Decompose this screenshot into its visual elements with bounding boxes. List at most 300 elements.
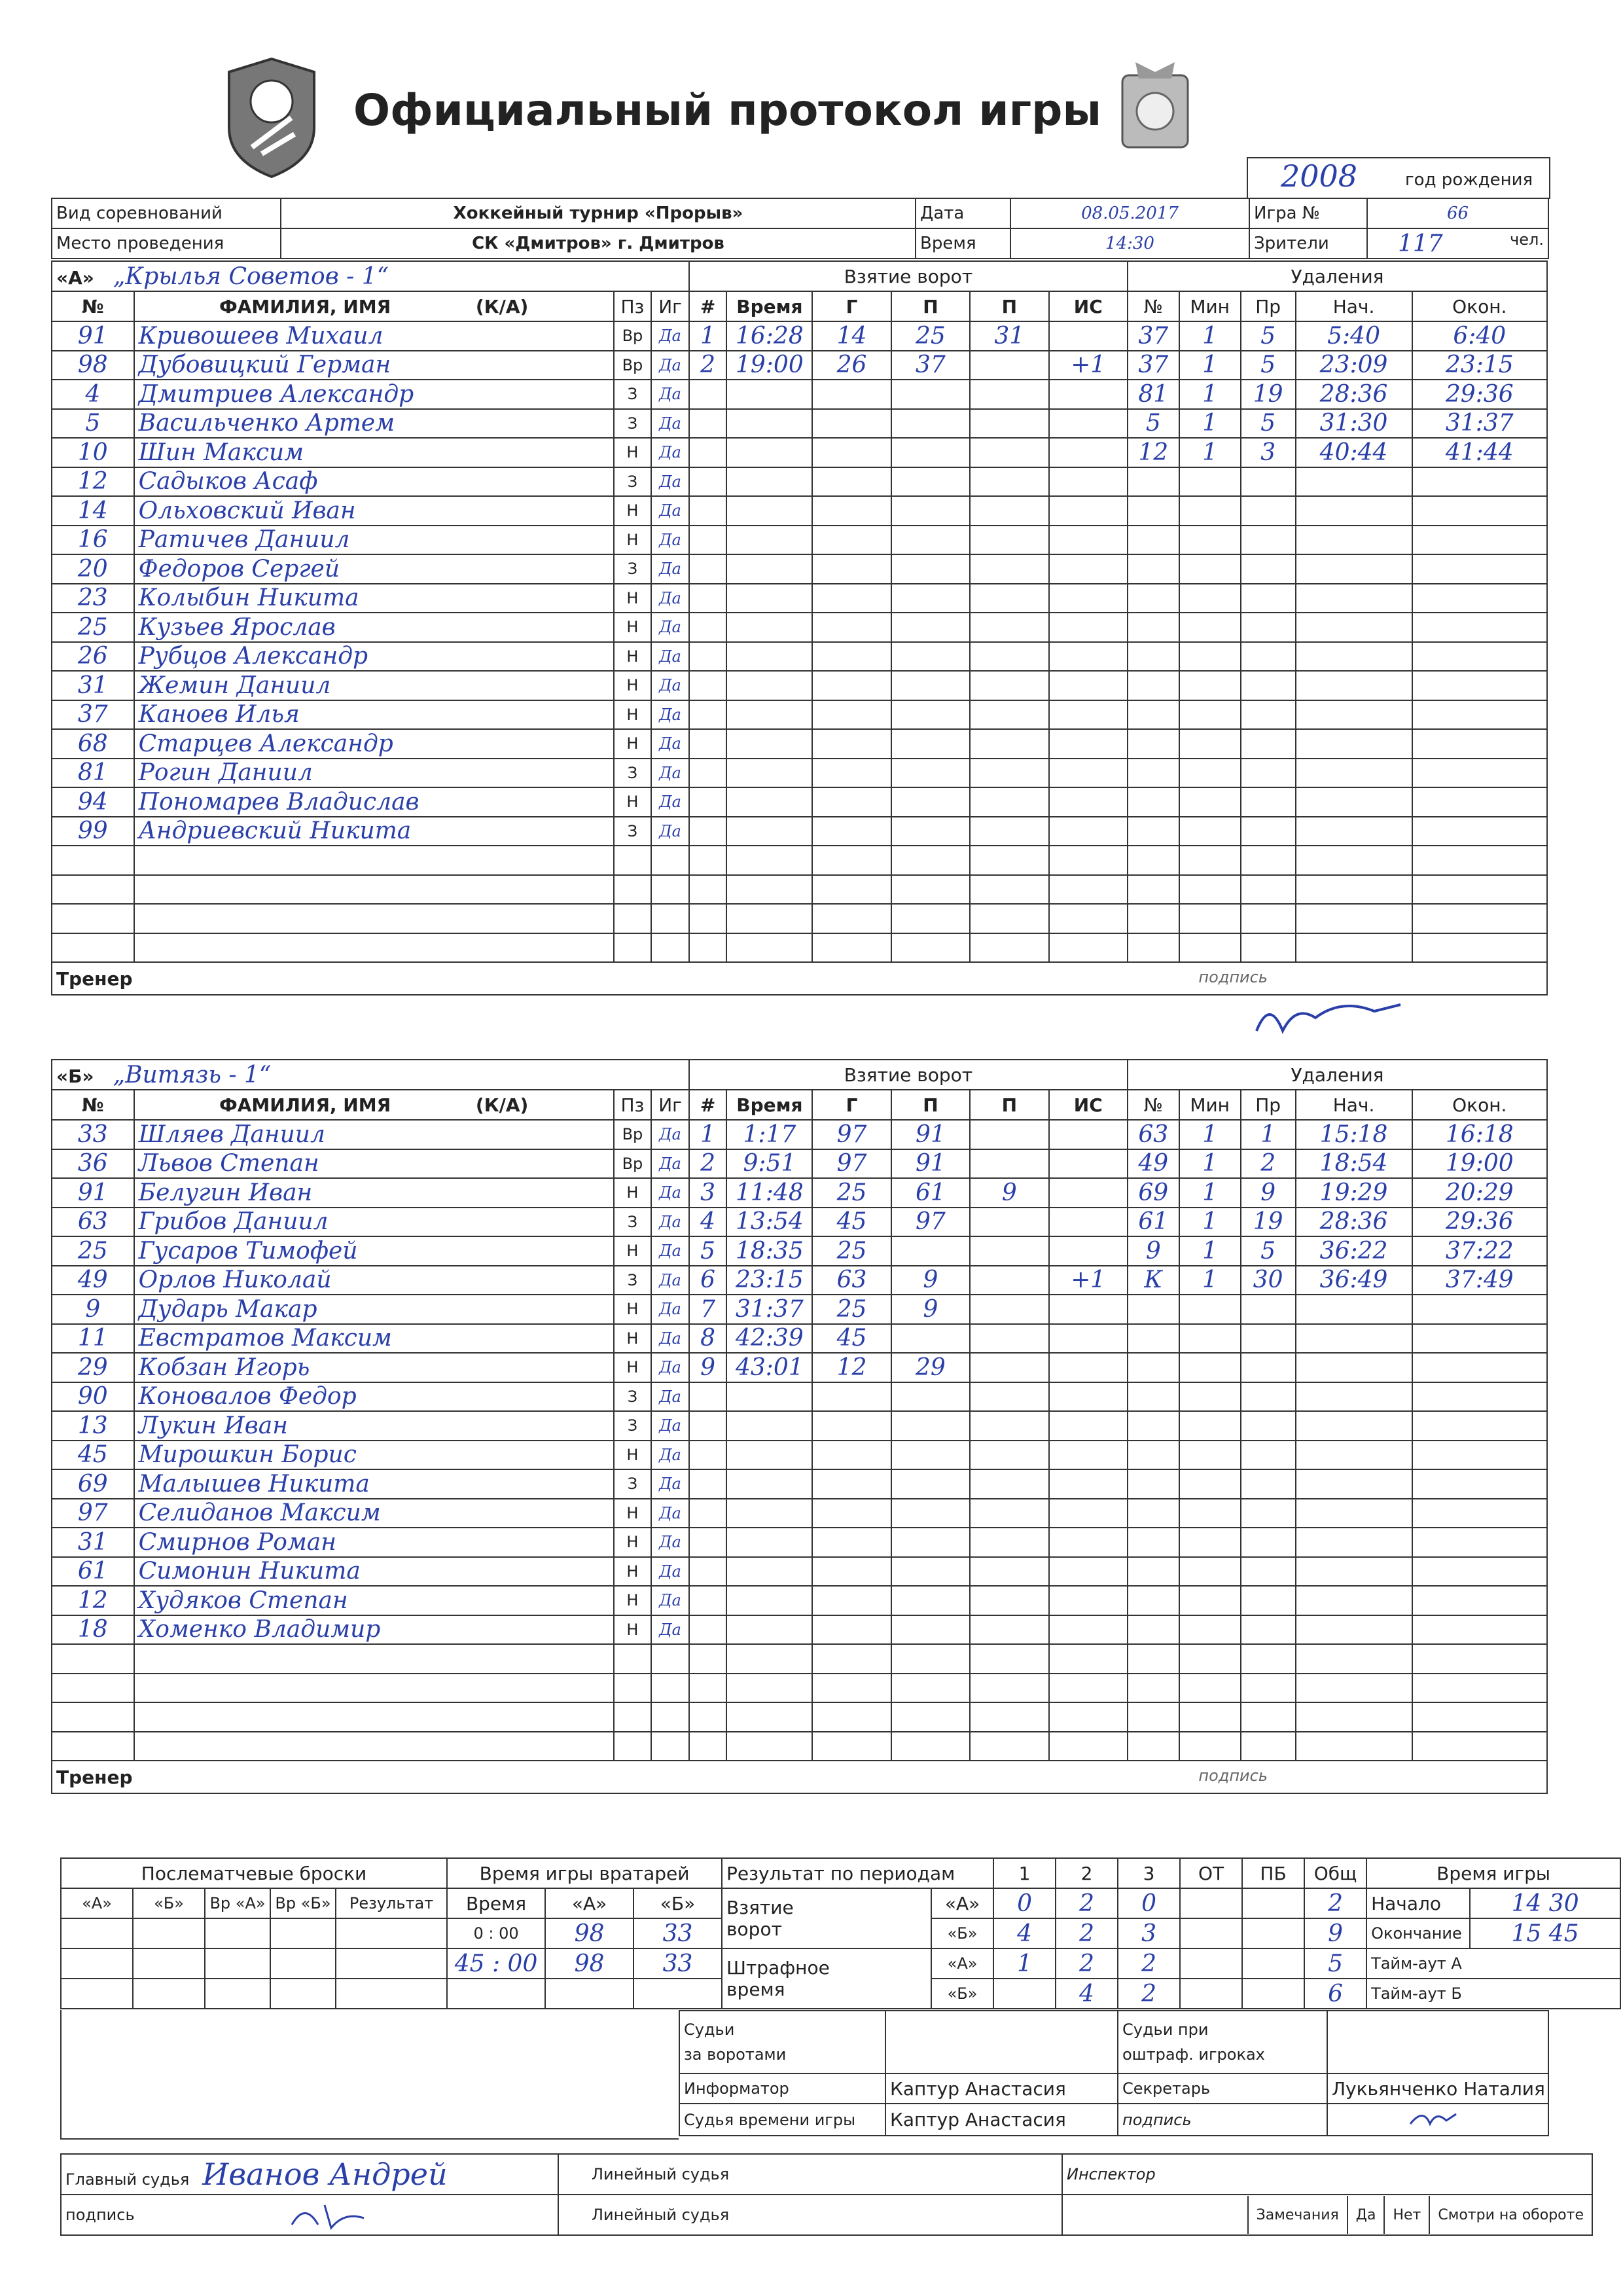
period-value — [1180, 1918, 1242, 1948]
penalty-start — [1296, 1615, 1412, 1645]
goal-assist-1 — [891, 380, 970, 409]
penalty-start — [1296, 933, 1412, 963]
gk-empty — [447, 1979, 545, 2009]
penalty-minutes — [1179, 496, 1241, 526]
roster-row — [52, 1469, 1547, 1499]
team-name-cell — [52, 1060, 689, 1090]
penalty-end — [1412, 787, 1547, 817]
penalty-end — [1412, 759, 1547, 788]
player-number: 45 — [52, 1441, 134, 1470]
penalty-player — [1128, 1411, 1179, 1441]
player-name: Селиданов Максим — [134, 1499, 614, 1528]
goal-assist-1 — [891, 933, 970, 963]
goal-index — [689, 1615, 727, 1645]
goal-assist-2 — [970, 1324, 1048, 1354]
goal-scorer — [812, 787, 891, 817]
goal-assist-2 — [970, 1236, 1048, 1266]
goal-situation — [1049, 554, 1128, 584]
player-position — [614, 1702, 652, 1732]
roster-row — [52, 1120, 1547, 1149]
period-2: 2 — [1056, 1858, 1118, 1888]
goal-scorer — [812, 1702, 891, 1732]
penalty-start: 5:40 — [1296, 321, 1412, 351]
penalty-minutes — [1179, 1382, 1241, 1412]
goal-assist-1: 9 — [891, 1295, 970, 1324]
goal-time — [726, 613, 812, 642]
penalty-end — [1412, 846, 1547, 875]
goal-index — [689, 1732, 727, 1761]
roster-row — [52, 1295, 1547, 1324]
penalty-end — [1412, 467, 1547, 497]
penalty-reason — [1241, 1295, 1296, 1324]
player-number: 13 — [52, 1411, 134, 1441]
penalty-reason — [1241, 904, 1296, 933]
goal-assist-1: 91 — [891, 1149, 970, 1179]
penalty-reason: 30 — [1241, 1266, 1296, 1295]
player-name: Хоменко Владимир — [134, 1615, 614, 1645]
goal-index — [689, 729, 727, 759]
player-position — [614, 904, 652, 933]
player-played: Да — [651, 1411, 689, 1441]
goal-index — [689, 584, 727, 613]
period-total-value: 5 — [1304, 1948, 1366, 1979]
roster-row — [52, 1732, 1547, 1761]
goal-index — [689, 875, 727, 905]
penalty-reason — [1241, 1732, 1296, 1761]
goal-scorer — [812, 1411, 891, 1441]
player-played: Да — [651, 1149, 689, 1179]
summary-left-area — [60, 2010, 679, 2140]
goal-index — [689, 817, 727, 846]
player-name: Коновалов Федор — [134, 1382, 614, 1412]
start-value: 14 30 — [1470, 1888, 1620, 1918]
time-label: Время — [916, 228, 1010, 259]
player-position: Н — [614, 1353, 652, 1382]
goal-time — [726, 1441, 812, 1470]
goal-assist-1 — [891, 1528, 970, 1557]
goal-assist-1 — [891, 409, 970, 439]
player-played: Да — [651, 409, 689, 439]
col-goal-hash: # — [689, 1090, 727, 1120]
col-pen-num: № — [1128, 1090, 1179, 1120]
penalty-start — [1296, 526, 1412, 555]
goal-index: 7 — [689, 1295, 727, 1324]
period-value: 2 — [1056, 1918, 1118, 1948]
player-position: З — [614, 817, 652, 846]
goal-time: 42:39 — [726, 1324, 812, 1354]
player-played — [651, 1644, 689, 1674]
penalty-player — [1128, 700, 1179, 730]
goal-situation — [1049, 1674, 1128, 1703]
notes-no: Нет — [1383, 2196, 1429, 2234]
roster-row — [52, 1236, 1547, 1266]
player-position: Вр — [614, 351, 652, 380]
penalty-start — [1296, 1586, 1412, 1615]
goal-time: 31:37 — [726, 1295, 812, 1324]
goal-assist-1 — [891, 817, 970, 846]
player-name: Орлов Николай — [134, 1266, 614, 1295]
col-num: № — [52, 291, 134, 321]
penalty-player — [1128, 933, 1179, 963]
goal-index: 6 — [689, 1266, 727, 1295]
player-position: Н — [614, 1586, 652, 1615]
gk-title: Время игры вратарей — [447, 1858, 722, 1888]
penalty-end — [1412, 1702, 1547, 1732]
goal-situation — [1049, 642, 1128, 672]
goal-time: 1:17 — [726, 1120, 812, 1149]
col-goal-g: Г — [812, 1090, 891, 1120]
goal-index — [689, 409, 727, 439]
penalty-minutes — [1179, 1702, 1241, 1732]
player-played: Да — [651, 1236, 689, 1266]
penalty-reason: 5 — [1241, 351, 1296, 380]
roster-row — [52, 380, 1547, 409]
goal-time — [726, 875, 812, 905]
penalty-player — [1128, 1702, 1179, 1732]
penalty-minutes: 1 — [1179, 1178, 1241, 1208]
roster-row — [52, 1702, 1547, 1732]
goal-scorer — [812, 846, 891, 875]
penalty-end — [1412, 1353, 1547, 1382]
goal-index: 4 — [689, 1208, 727, 1237]
team-name: „Крылья Советов - 1“ — [113, 262, 389, 290]
col-pz: Пз — [614, 291, 652, 321]
goal-assist-2 — [970, 1674, 1048, 1703]
penalty-minutes — [1179, 1324, 1241, 1354]
roster-row — [52, 759, 1547, 788]
penalty-reason — [1241, 1353, 1296, 1382]
goal-time — [726, 1557, 812, 1587]
penalty-player — [1128, 817, 1179, 846]
player-position: З — [614, 409, 652, 439]
player-name: Васильченко Артем — [134, 409, 614, 439]
informer-label: Информатор — [679, 2073, 885, 2104]
birth-year-label: год рождения — [1405, 170, 1533, 190]
roster-row — [52, 554, 1547, 584]
goal-assist-2 — [970, 1382, 1048, 1412]
col-goal-p2: П — [970, 291, 1048, 321]
player-position: З — [614, 554, 652, 584]
penalty-end — [1412, 1469, 1547, 1499]
player-name: Андриевский Никита — [134, 817, 614, 846]
col-goal-p1: П — [891, 1090, 970, 1120]
gk-empty — [633, 1979, 722, 2009]
penalty-start — [1296, 787, 1412, 817]
penalty-minutes — [1179, 1615, 1241, 1645]
penalty-start — [1296, 1644, 1412, 1674]
roster-row — [52, 1149, 1547, 1179]
goal-index — [689, 1441, 727, 1470]
goal-scorer — [812, 904, 891, 933]
player-number — [52, 904, 134, 933]
goal-index — [689, 380, 727, 409]
penalties-title: Удаления — [1128, 1060, 1547, 1090]
penalty-player — [1128, 467, 1179, 497]
penalty-player — [1128, 1295, 1179, 1324]
player-played: Да — [651, 700, 689, 730]
penalty-minutes — [1179, 526, 1241, 555]
player-played: Да — [651, 1266, 689, 1295]
penalty-start — [1296, 700, 1412, 730]
goal-index — [689, 1411, 727, 1441]
goal-assist-2 — [970, 729, 1048, 759]
goal-assist-2 — [970, 380, 1048, 409]
penalty-end — [1412, 1382, 1547, 1412]
goal-assist-1: 37 — [891, 351, 970, 380]
roster-row — [52, 875, 1547, 905]
goal-situation — [1049, 1732, 1128, 1761]
penalty-minutes — [1179, 1557, 1241, 1587]
player-position: Н — [614, 1441, 652, 1470]
player-number — [52, 1732, 134, 1761]
goal-time — [726, 1644, 812, 1674]
date-label: Дата — [916, 198, 1010, 228]
penalty-minutes: 1 — [1179, 438, 1241, 467]
goals-row-label — [722, 1888, 931, 1948]
roster-row — [52, 1324, 1547, 1354]
goal-situation — [1049, 1499, 1128, 1528]
goal-time: 11:48 — [726, 1178, 812, 1208]
summary-table — [60, 1857, 1621, 2009]
goal-time — [726, 700, 812, 730]
team-name: „Витязь - 1“ — [113, 1061, 272, 1088]
player-position: Н — [614, 1324, 652, 1354]
goal-assist-1 — [891, 875, 970, 905]
player-position — [614, 1674, 652, 1703]
goal-scorer — [812, 467, 891, 497]
roster-row — [52, 1499, 1547, 1528]
player-played: Да — [651, 1353, 689, 1382]
player-played: Да — [651, 1382, 689, 1412]
goal-scorer — [812, 409, 891, 439]
goal-assist-1 — [891, 1236, 970, 1266]
goal-situation — [1049, 1644, 1128, 1674]
player-played: Да — [651, 1499, 689, 1528]
player-number: 5 — [52, 409, 134, 439]
penalty-reason — [1241, 526, 1296, 555]
goal-scorer: 97 — [812, 1149, 891, 1179]
goal-assist-2 — [970, 409, 1048, 439]
player-name: Кузьев Ярослав — [134, 613, 614, 642]
penalty-end: 19:00 — [1412, 1149, 1547, 1179]
penalty-reason — [1241, 759, 1296, 788]
goal-situation — [1049, 1615, 1128, 1645]
goal-assist-2: 9 — [970, 1178, 1048, 1208]
penalty-player: 37 — [1128, 351, 1179, 380]
roster-row — [52, 700, 1547, 730]
game-no-label: Игра № — [1249, 198, 1367, 228]
period-pb: ПБ — [1242, 1858, 1304, 1888]
penalty-reason: 5 — [1241, 321, 1296, 351]
penalty-start — [1296, 496, 1412, 526]
roster-row — [52, 817, 1547, 846]
goal-assist-2 — [970, 904, 1048, 933]
player-name: Белугин Иван — [134, 1178, 614, 1208]
goal-situation — [1049, 321, 1128, 351]
goal-index — [689, 1674, 727, 1703]
coach-label: Тренер — [56, 967, 133, 990]
penalty-reason: 9 — [1241, 1178, 1296, 1208]
penalty-minutes — [1179, 700, 1241, 730]
period-value — [1242, 1948, 1304, 1979]
goal-scorer: 97 — [812, 1120, 891, 1149]
goal-judges-2: за воротами — [684, 2045, 787, 2064]
row-a-label: «А» — [931, 1948, 993, 1979]
penalty-start — [1296, 1469, 1412, 1499]
goal-scorer — [812, 1469, 891, 1499]
penalty-start — [1296, 642, 1412, 672]
penalty-start: 18:54 — [1296, 1149, 1412, 1179]
penalty-end — [1412, 1295, 1547, 1324]
roster-row — [52, 671, 1547, 700]
player-number: 12 — [52, 1586, 134, 1615]
penalty-minutes — [1179, 1411, 1241, 1441]
player-played: Да — [651, 380, 689, 409]
col-pen-end: Окон. — [1412, 1090, 1547, 1120]
period-total-value: 9 — [1304, 1918, 1366, 1948]
penalty-minutes — [1179, 846, 1241, 875]
penalty-start — [1296, 1441, 1412, 1470]
goal-assist-2 — [970, 1586, 1048, 1615]
coach-sign-label: подпись — [1198, 967, 1268, 986]
goal-time — [726, 554, 812, 584]
so-empty — [61, 1918, 133, 1948]
player-position: Н — [614, 700, 652, 730]
player-number: 49 — [52, 1266, 134, 1295]
penalty-start — [1296, 846, 1412, 875]
penalty-player: К — [1128, 1266, 1179, 1295]
player-number: 31 — [52, 671, 134, 700]
penalty-end: 6:40 — [1412, 321, 1547, 351]
goal-situation — [1049, 817, 1128, 846]
roster-row — [52, 1528, 1547, 1557]
penalty-minutes: 1 — [1179, 1208, 1241, 1237]
so-cell: Вр «А» — [205, 1888, 270, 1918]
penalty-start — [1296, 1499, 1412, 1528]
goal-time — [726, 1732, 812, 1761]
player-number: 33 — [52, 1120, 134, 1149]
goal-assist-1: 61 — [891, 1178, 970, 1208]
player-played: Да — [651, 729, 689, 759]
venue-value: СК «Дмитров» г. Дмитров — [281, 228, 916, 259]
goal-assist-1 — [891, 467, 970, 497]
see-back: Смотри на обороте — [1429, 2196, 1592, 2234]
player-number: 99 — [52, 817, 134, 846]
goal-assist-1 — [891, 1586, 970, 1615]
penalty-minutes — [1179, 642, 1241, 672]
team-a-coach-signature — [1243, 992, 1414, 1044]
penalty-start — [1296, 1353, 1412, 1382]
secretary-signature — [1332, 2104, 1463, 2130]
goal-index: 2 — [689, 351, 727, 380]
goal-assist-2 — [970, 1353, 1048, 1382]
penalty-reason — [1241, 875, 1296, 905]
period-value — [1180, 1888, 1242, 1918]
goal-assist-1 — [891, 787, 970, 817]
goal-assist-1 — [891, 496, 970, 526]
penalty-player — [1128, 787, 1179, 817]
secretary-value: Лукьянченко Наталия — [1327, 2073, 1548, 2104]
player-number: 25 — [52, 1236, 134, 1266]
penalty-player — [1128, 904, 1179, 933]
penalty-minutes — [1179, 817, 1241, 846]
player-played — [651, 846, 689, 875]
penalty-minutes — [1179, 554, 1241, 584]
player-name: Смирнов Роман — [134, 1528, 614, 1557]
col-goal-g: Г — [812, 291, 891, 321]
judges-table — [679, 2010, 1549, 2136]
row-b-label: «Б» — [931, 1979, 993, 2009]
periods-title: Результат по периодам — [722, 1858, 993, 1888]
goal-situation — [1049, 1586, 1128, 1615]
so-empty — [133, 1918, 205, 1948]
penalty-minutes — [1179, 1732, 1241, 1761]
period-value — [1242, 1979, 1304, 2009]
goal-time — [726, 438, 812, 467]
so-empty — [270, 1948, 336, 1979]
penalty-end — [1412, 817, 1547, 846]
player-number — [52, 846, 134, 875]
player-number: 16 — [52, 526, 134, 555]
goal-situation — [1049, 1528, 1128, 1557]
so-empty — [336, 1979, 447, 2009]
roster-row — [52, 1353, 1547, 1382]
player-played: Да — [651, 613, 689, 642]
goal-judges-1: Судьи — [684, 2020, 735, 2039]
goal-assist-2 — [970, 526, 1048, 555]
penalty-minutes — [1179, 584, 1241, 613]
col-ka-label: (К/А) — [475, 295, 529, 317]
line-ref-1-label: Линейный судья — [558, 2154, 1062, 2195]
penalty-minutes — [1179, 904, 1241, 933]
penalty-reason: 19 — [1241, 1208, 1296, 1237]
penalty-start — [1296, 875, 1412, 905]
goal-assist-2 — [970, 1266, 1048, 1295]
penalty-minutes — [1179, 1644, 1241, 1674]
goal-assist-2 — [970, 817, 1048, 846]
goal-index — [689, 642, 727, 672]
main-ref-cell — [61, 2154, 558, 2195]
goal-assist-2 — [970, 1528, 1048, 1557]
goal-assist-1 — [891, 526, 970, 555]
goal-assist-1 — [891, 1382, 970, 1412]
col-pen-pr: Пр — [1241, 291, 1296, 321]
period-value — [1242, 1918, 1304, 1948]
gk-time-header: Время — [447, 1888, 545, 1918]
time-value: 14:30 — [1010, 228, 1249, 259]
player-number: 61 — [52, 1557, 134, 1587]
penalty-end: 37:22 — [1412, 1236, 1547, 1266]
penalty-end — [1412, 642, 1547, 672]
officials-section — [60, 2153, 1592, 2236]
col-ka-label: (К/А) — [475, 1094, 529, 1116]
goal-situation — [1049, 933, 1128, 963]
goal-index — [689, 613, 727, 642]
period-value: 4 — [1056, 1979, 1118, 2009]
roster-row — [52, 613, 1547, 642]
penalty-start — [1296, 467, 1412, 497]
player-played: Да — [651, 438, 689, 467]
player-number: 63 — [52, 1208, 134, 1237]
coach-row — [52, 1761, 1547, 1793]
goal-time — [726, 1499, 812, 1528]
pim-label-1: Штрафное — [726, 1957, 830, 1979]
so-cell: «Б» — [133, 1888, 205, 1918]
penalty-player: 81 — [1128, 380, 1179, 409]
penalty-player — [1128, 671, 1179, 700]
player-number: 14 — [52, 496, 134, 526]
timekeeper-label: Судья времени игры — [679, 2104, 885, 2136]
